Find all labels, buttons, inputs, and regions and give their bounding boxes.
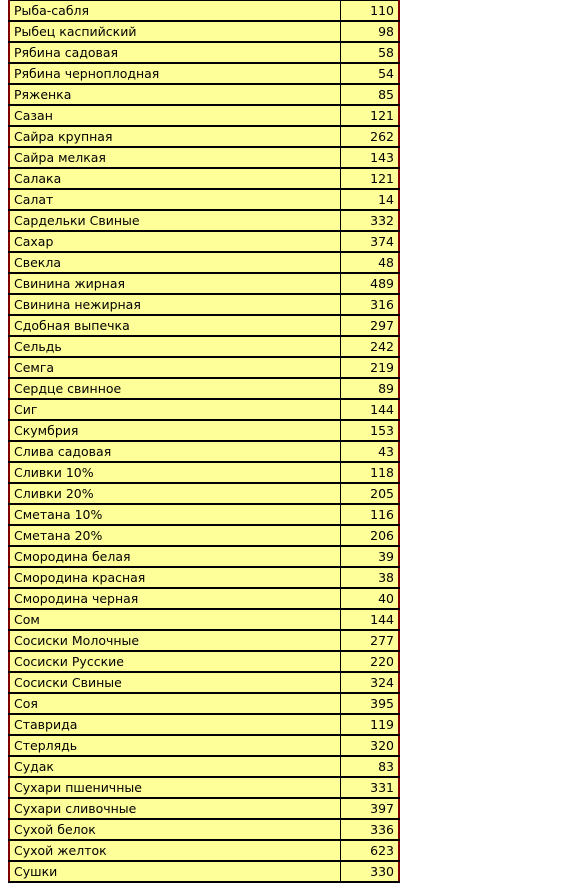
table-row (9, 840, 399, 861)
calorie-value-cell: 220 (340, 651, 399, 672)
calorie-value-cell: 262 (340, 126, 399, 147)
table-row (9, 756, 399, 777)
product-name-cell: Сметана 10% (9, 504, 340, 525)
calorie-value-cell: 219 (340, 357, 399, 378)
table-row (9, 336, 399, 357)
table-row (9, 252, 399, 273)
table-row (9, 273, 399, 294)
product-name-cell: Сосиски Молочные (9, 630, 340, 651)
table-row (9, 147, 399, 168)
product-name-cell: Ряженка (9, 84, 340, 105)
product-name-cell: Рыбец каспийский (9, 21, 340, 42)
calorie-value-cell: 83 (340, 756, 399, 777)
product-name-cell: Сайра мелкая (9, 147, 340, 168)
table-row (9, 588, 399, 609)
table-row (9, 357, 399, 378)
product-name-cell: Сельдь (9, 336, 340, 357)
calorie-value-cell: 144 (340, 399, 399, 420)
product-name-cell: Сухари пшеничные (9, 777, 340, 798)
calorie-value-cell: 277 (340, 630, 399, 651)
calorie-value-cell: 54 (340, 63, 399, 84)
table-row (9, 21, 399, 42)
table-row (9, 672, 399, 693)
product-name-cell: Сайра крупная (9, 126, 340, 147)
table-row (9, 231, 399, 252)
calorie-value-cell: 43 (340, 441, 399, 462)
calorie-value-cell: 395 (340, 693, 399, 714)
calorie-value-cell: 331 (340, 777, 399, 798)
product-name-cell: Сметана 20% (9, 525, 340, 546)
calorie-value-cell: 85 (340, 84, 399, 105)
calorie-value-cell: 205 (340, 483, 399, 504)
product-name-cell: Сердце свинное (9, 378, 340, 399)
calorie-value-cell: 336 (340, 819, 399, 840)
calorie-value-cell: 14 (340, 189, 399, 210)
table-row (9, 861, 399, 882)
product-name-cell: Смородина черная (9, 588, 340, 609)
product-name-cell: Рябина садовая (9, 42, 340, 63)
calorie-value-cell: 116 (340, 504, 399, 525)
calorie-value-cell: 153 (340, 420, 399, 441)
table-row (9, 735, 399, 756)
product-name-cell: Сосиски Русские (9, 651, 340, 672)
product-name-cell: Сосиски Свиные (9, 672, 340, 693)
product-name-cell: Сардельки Свиные (9, 210, 340, 231)
table-row (9, 462, 399, 483)
calorie-value-cell: 118 (340, 462, 399, 483)
calorie-value-cell: 119 (340, 714, 399, 735)
calorie-value-cell: 206 (340, 525, 399, 546)
product-name-cell: Сахар (9, 231, 340, 252)
product-name-cell: Сухой желток (9, 840, 340, 861)
calorie-table (8, 0, 400, 883)
table-row (9, 777, 399, 798)
product-name-cell: Стерлядь (9, 735, 340, 756)
calorie-value-cell: 324 (340, 672, 399, 693)
table-row (9, 651, 399, 672)
product-name-cell: Сухари сливочные (9, 798, 340, 819)
table-row (9, 315, 399, 336)
calorie-value-cell: 397 (340, 798, 399, 819)
calorie-value-cell: 98 (340, 21, 399, 42)
calorie-value-cell: 374 (340, 231, 399, 252)
product-name-cell: Сдобная выпечка (9, 315, 340, 336)
calorie-value-cell: 39 (340, 546, 399, 567)
table-row (9, 378, 399, 399)
calorie-value-cell: 242 (340, 336, 399, 357)
product-name-cell: Сазан (9, 105, 340, 126)
calorie-value-cell: 121 (340, 105, 399, 126)
product-name-cell: Салат (9, 189, 340, 210)
product-name-cell: Сиг (9, 399, 340, 420)
table-row (9, 441, 399, 462)
table-row (9, 420, 399, 441)
table-row (9, 525, 399, 546)
product-name-cell: Скумбрия (9, 420, 340, 441)
product-name-cell: Смородина белая (9, 546, 340, 567)
table-row (9, 84, 399, 105)
calorie-value-cell: 316 (340, 294, 399, 315)
product-name-cell: Ставрида (9, 714, 340, 735)
calorie-value-cell: 38 (340, 567, 399, 588)
table-row (9, 630, 399, 651)
product-name-cell: Салака (9, 168, 340, 189)
product-name-cell: Сухой белок (9, 819, 340, 840)
product-name-cell: Смородина красная (9, 567, 340, 588)
product-name-cell: Сом (9, 609, 340, 630)
product-name-cell: Сушки (9, 861, 340, 882)
table-row (9, 483, 399, 504)
product-name-cell: Свекла (9, 252, 340, 273)
table-row (9, 714, 399, 735)
table-row (9, 42, 399, 63)
product-name-cell: Свинина жирная (9, 273, 340, 294)
table-row (9, 189, 399, 210)
table-row (9, 504, 399, 525)
calorie-value-cell: 110 (340, 1, 399, 22)
product-name-cell: Соя (9, 693, 340, 714)
product-name-cell: Рыба-сабля (9, 1, 340, 22)
product-name-cell: Свинина нежирная (9, 294, 340, 315)
table-row (9, 399, 399, 420)
table-row (9, 798, 399, 819)
calorie-value-cell: 143 (340, 147, 399, 168)
table-row (9, 63, 399, 84)
calorie-value-cell: 623 (340, 840, 399, 861)
product-name-cell: Слива садовая (9, 441, 340, 462)
table-row (9, 126, 399, 147)
product-name-cell: Сливки 20% (9, 483, 340, 504)
calorie-value-cell: 121 (340, 168, 399, 189)
calorie-value-cell: 144 (340, 609, 399, 630)
calorie-value-cell: 330 (340, 861, 399, 882)
table-row (9, 105, 399, 126)
calorie-value-cell: 332 (340, 210, 399, 231)
calorie-value-cell: 297 (340, 315, 399, 336)
calorie-value-cell: 89 (340, 378, 399, 399)
table-row (9, 168, 399, 189)
table-row (9, 294, 399, 315)
calorie-value-cell: 320 (340, 735, 399, 756)
table-row (9, 819, 399, 840)
calorie-value-cell: 48 (340, 252, 399, 273)
table-row (9, 693, 399, 714)
product-name-cell: Судак (9, 756, 340, 777)
product-name-cell: Семга (9, 357, 340, 378)
calorie-table-body (9, 1, 399, 883)
product-name-cell: Сливки 10% (9, 462, 340, 483)
table-row (9, 210, 399, 231)
table-row (9, 1, 399, 22)
table-row (9, 609, 399, 630)
calorie-value-cell: 489 (340, 273, 399, 294)
table-row (9, 567, 399, 588)
calorie-value-cell: 58 (340, 42, 399, 63)
calorie-value-cell: 40 (340, 588, 399, 609)
product-name-cell: Рябина черноплодная (9, 63, 340, 84)
table-row (9, 546, 399, 567)
